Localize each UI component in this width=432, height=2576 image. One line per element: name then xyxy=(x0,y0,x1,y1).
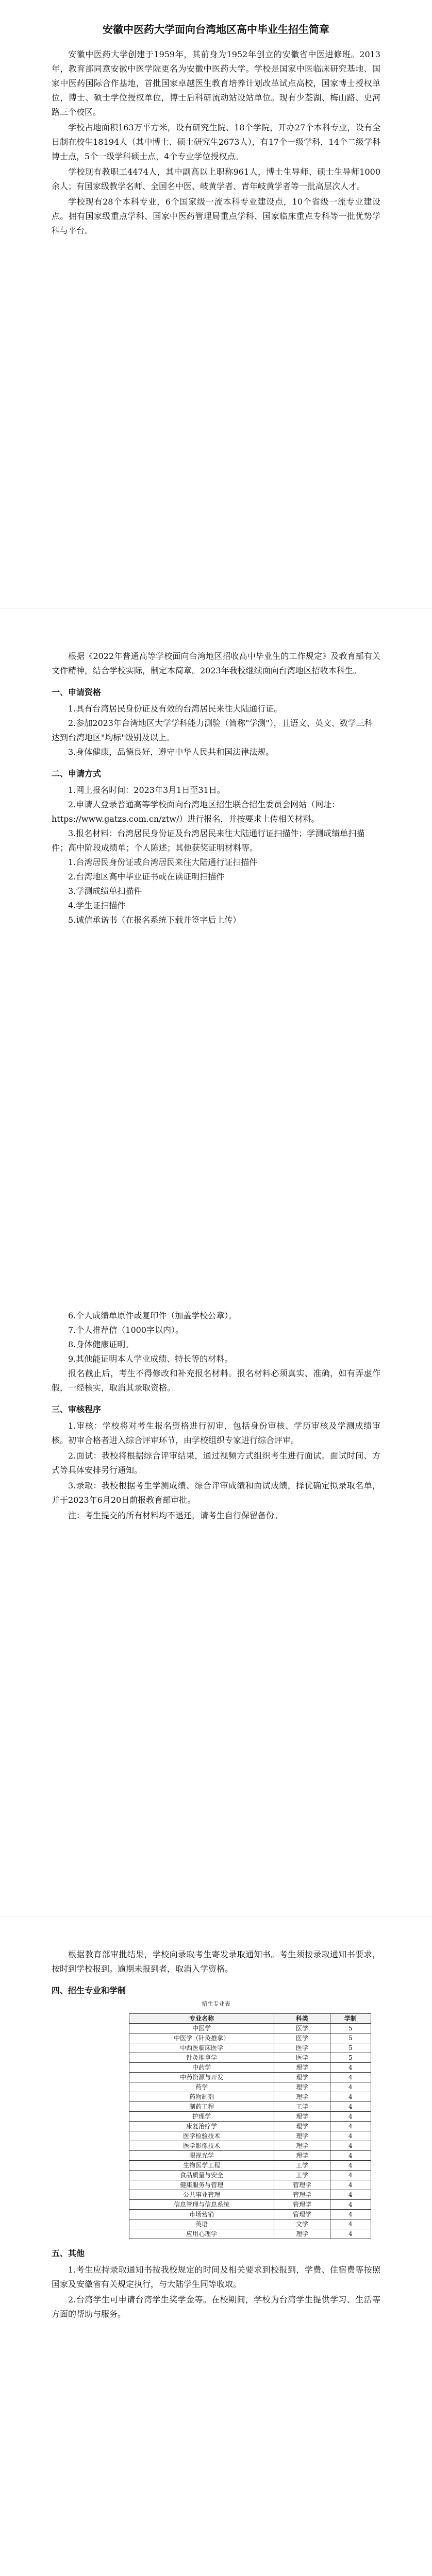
section-heading-review: 三、审核程序 xyxy=(52,1404,102,1414)
duration-cell: 4 xyxy=(330,2200,371,2210)
intro-paragraph: 安徽中医药大学创建于1959年，其前身为1952年创立的安徽省中医进修班。2013年，教育部同意安徽中医学院更名为安徽中医药大学。学校是国家中医临床研究基地、国家中医药国际合作基地，首批国家卓越医生教育培养计划改革试点高校，国家博士授权单位，博士、硕士学位授权单位，博士后科研流动站设站单位。现有少荃湖、梅山路、史河路三个校区。 xyxy=(52,49,380,117)
major-name-cell: 中药资源与开发 xyxy=(129,2073,274,2082)
table-row xyxy=(129,2180,371,2190)
intro-paragraph: 学校现有28个本科专业，6个国家级一流本科专业建设点，10个省级一流专业建设点。拥有国家级重点学科、国家中医药管理局重点学科、国家临床重点专科等一批优势学科与平台。 xyxy=(52,197,380,235)
category-cell: 理学 xyxy=(274,2151,330,2161)
major-name-cell: 医学影像技术 xyxy=(129,2141,274,2151)
section-heading-eligibility: 一、申请资格 xyxy=(52,687,102,697)
category-cell: 医学 xyxy=(274,2053,330,2063)
admission-paragraph: 根据教育部审批结果，学校向录取考生寄发录取通知书。考生须按录取通知书要求，按时到学校报到。逾期未报到者，取消入学资格。 xyxy=(52,1950,380,1974)
table-row xyxy=(129,2063,371,2073)
intro-section xyxy=(0,21,432,239)
table-row xyxy=(129,2161,371,2171)
category-cell: 文学 xyxy=(274,2219,330,2229)
duration-cell: 5 xyxy=(330,2024,371,2033)
category-cell: 理学 xyxy=(274,2092,330,2102)
table-row xyxy=(129,2210,371,2219)
eligibility-item: 3.身体健康，品德良好，遵守中华人民共和国法律法规。 xyxy=(68,747,274,757)
table-row xyxy=(129,2053,371,2063)
duration-cell: 4 xyxy=(330,2229,371,2239)
major-name-cell: 药物制剂 xyxy=(129,2092,274,2102)
table-row xyxy=(129,2073,371,2082)
category-cell: 工学 xyxy=(274,2171,330,2180)
duration-cell: 4 xyxy=(330,2131,371,2141)
category-cell: 理学 xyxy=(274,2141,330,2151)
material-item: 2.台湾地区高中毕业证书或在读证明扫描件 xyxy=(68,872,225,882)
category-cell: 理学 xyxy=(274,2131,330,2141)
table-row xyxy=(129,2200,371,2210)
category-cell: 管理学 xyxy=(274,2180,330,2190)
table-row xyxy=(129,2082,371,2092)
major-name-cell: 制药工程 xyxy=(129,2102,274,2112)
major-name-cell: 中西医临床医学 xyxy=(129,2043,274,2053)
category-cell: 工学 xyxy=(274,2161,330,2171)
category-cell: 管理学 xyxy=(274,2210,330,2219)
review-note: 注：考生提交的所有材料均不退还，请考生自行保留备份。 xyxy=(68,1511,283,1520)
major-name-cell: 眼视光学 xyxy=(129,2151,274,2161)
duration-cell: 4 xyxy=(330,2190,371,2200)
section-heading-other: 五、其他 xyxy=(52,2248,85,2258)
material-item: 6.个人成绩单原件或复印件（加盖学校公章）。 xyxy=(68,1311,237,1320)
material-item: 8.身体健康证明。 xyxy=(68,1340,134,1349)
duration-cell: 4 xyxy=(330,2180,371,2190)
table-row xyxy=(129,2131,371,2141)
major-name-cell: 医学检验技术 xyxy=(129,2131,274,2141)
table-row xyxy=(129,2219,371,2229)
duration-cell: 4 xyxy=(330,2112,371,2122)
category-cell: 工学 xyxy=(274,2102,330,2112)
table-row xyxy=(129,2151,371,2161)
duration-cell: 4 xyxy=(330,2161,371,2171)
major-name-cell: 中药学 xyxy=(129,2063,274,2073)
application-section xyxy=(0,649,432,927)
table-row xyxy=(129,2171,371,2180)
duration-cell: 4 xyxy=(330,2122,371,2131)
major-name-cell: 英语 xyxy=(129,2219,274,2229)
category-cell: 理学 xyxy=(274,2112,330,2122)
review-item: 2.面试：我校将根据综合评审结果，通过视频方式组织考生进行面试。面试时间、方式等具体安排另行通知。 xyxy=(52,1451,380,1475)
majors-section xyxy=(0,1947,432,2323)
major-name-cell: 中医学 xyxy=(129,2024,274,2033)
major-name-cell: 针灸推拿学 xyxy=(129,2053,274,2063)
apply-item: 1.网上报名时间：2023年3月1日至31日。 xyxy=(68,785,225,795)
eligibility-item: 1.具有台湾居民身份证及有效的台湾居民来往大陆通行证。 xyxy=(68,704,283,714)
major-name-cell: 康复治疗学 xyxy=(129,2122,274,2131)
category-cell: 理学 xyxy=(274,2063,330,2073)
column-header: 专业名称 xyxy=(129,2014,274,2024)
policy-paragraph: 根据《2022年普通高等学校面向台湾地区招收高中毕业生的工作规定》及教育部有关文件精神，结合学校实际，制定本简章。2023年我校继续面向台湾地区招收本科生。 xyxy=(52,651,380,675)
review-item: 3.录取：我校根据考生学测成绩、综合评审成绩和面试成绩，择优确定拟录取名单，并于2023年6月20日前报教育部审批。 xyxy=(52,1481,380,1505)
table-caption: 招生专业表 xyxy=(202,2001,230,2007)
duration-cell: 4 xyxy=(330,2092,371,2102)
section-heading-apply: 二、申请方式 xyxy=(52,769,102,778)
category-cell: 理学 xyxy=(274,2122,330,2131)
major-name-cell: 信息管理与信息系统 xyxy=(129,2200,274,2210)
duration-cell: 5 xyxy=(330,2053,371,2063)
material-item: 3.学测成绩单扫描件 xyxy=(68,886,142,896)
duration-cell: 4 xyxy=(330,2102,371,2112)
category-cell: 理学 xyxy=(274,2073,330,2082)
duration-cell: 4 xyxy=(330,2073,371,2082)
duration-cell: 5 xyxy=(330,2043,371,2053)
table-row xyxy=(129,2190,371,2200)
duration-cell: 4 xyxy=(330,2141,371,2151)
document-title: 安徽中医药大学面向台湾地区高中毕业生招生简章 xyxy=(103,23,329,36)
material-item: 5.诚信承诺书（在报名系统下载并签字后上传） xyxy=(68,915,241,925)
table-row xyxy=(129,2112,371,2122)
majors-table xyxy=(129,2013,371,2239)
table-row xyxy=(129,2141,371,2151)
duration-cell: 4 xyxy=(330,2171,371,2180)
material-item: 1.台湾居民身份证或台湾居民来往大陆通行证扫描件 xyxy=(68,857,258,867)
major-name-cell: 公共事业管理 xyxy=(129,2190,274,2200)
category-cell: 医学 xyxy=(274,2024,330,2033)
material-item: 7.个人推荐信（1000字以内）。 xyxy=(68,1325,184,1335)
column-header: 科类 xyxy=(274,2014,330,2024)
category-cell: 医学 xyxy=(274,2043,330,2053)
majors-table-body xyxy=(129,2024,371,2239)
duration-cell: 4 xyxy=(330,2063,371,2073)
major-name-cell: 食品质量与安全 xyxy=(129,2171,274,2180)
table-row xyxy=(129,2229,371,2239)
duration-cell: 4 xyxy=(330,2210,371,2219)
major-name-cell: 药学 xyxy=(129,2082,274,2092)
category-cell: 管理学 xyxy=(274,2200,330,2210)
table-row xyxy=(129,2092,371,2102)
duration-cell: 4 xyxy=(330,2151,371,2161)
material-item: 4.学生证扫描件 xyxy=(68,901,126,910)
duration-cell: 5 xyxy=(330,2033,371,2043)
duration-cell: 4 xyxy=(330,2082,371,2092)
apply-item: 2.申请人登录普通高等学校面向台湾地区招生联合招生委员会网站（网址：https://www.gatzs.com.cn/ztw/）进行报名，并按要求上传相关材料。 xyxy=(52,800,340,824)
review-item: 1.审核：学校将对考生报名资格进行初审，包括身份审核、学历审核及学测成绩审核。初审合格者进入综合评审环节，由学校组织专家进行综合评审。 xyxy=(52,1421,380,1445)
table-row xyxy=(129,2024,371,2033)
major-name-cell: 生物医学工程 xyxy=(129,2161,274,2171)
table-row xyxy=(129,2043,371,2053)
category-cell: 管理学 xyxy=(274,2190,330,2200)
apply-item: 3.报名材料：台湾居民身份证及台湾居民来往大陆通行证扫描件；学测成绩单扫描件；高中阶段成绩单；个人陈述；其他获奖证明材料等。 xyxy=(52,828,365,853)
other-item: 2.台湾学生可申请台湾学生奖学金等。在校期间，学校为台湾学生提供学习、生活等方面的帮助与服务。 xyxy=(52,2295,380,2319)
category-cell: 医学 xyxy=(274,2033,330,2043)
table-row xyxy=(129,2122,371,2131)
category-cell: 理学 xyxy=(274,2229,330,2239)
table-row xyxy=(129,2102,371,2112)
eligibility-item: 2.参加2023年台湾地区大学学科能力测验（简称"学测"），且语文、英文、数学三科达到台湾地区"均标"级别及以上。 xyxy=(52,718,373,742)
major-name-cell: 应用心理学 xyxy=(129,2229,274,2239)
intro-paragraph: 学校占地面积163万平方米，设有研究生院、18个学院，开办27个本科专业，设有全日制在校生18194人（其中博士、硕士研究生2673人），有17个一级学科，14个二级学科博士点，5个一级学科硕士点，4个专业学位授权点。 xyxy=(52,123,380,161)
material-item: 9.其他能证明本人学业成绩、特长等的材料。 xyxy=(68,1354,233,1364)
duration-cell: 4 xyxy=(330,2219,371,2229)
category-cell: 理学 xyxy=(274,2082,330,2092)
major-name-cell: 市场营销 xyxy=(129,2210,274,2219)
table-row xyxy=(129,2033,371,2043)
major-name-cell: 护理学 xyxy=(129,2112,274,2122)
other-item: 1.考生应持录取通知书按我校规定的时间及相关要求到校报到，学费、住宿费等按照国家及安徽省有关规定执行，与大陆学生同等收取。 xyxy=(52,2265,380,2289)
major-name-cell: 中医学（针灸推拿） xyxy=(129,2033,274,2043)
column-header: 学制 xyxy=(330,2014,371,2024)
review-section xyxy=(0,1309,432,1524)
table-header-row xyxy=(129,2014,371,2024)
section-heading-majors: 四、招生专业和学制 xyxy=(52,1986,126,1995)
material-note: 报名截止后，考生不得修改和补充报名材料。报名材料必须真实、准确，如有弄虚作假，一经核实，取消其录取资格。 xyxy=(52,1368,380,1393)
major-name-cell: 健康服务与管理 xyxy=(129,2180,274,2190)
intro-paragraph: 学校现有教职工4474人，其中副高以上职称961人，博士生导师、硕士生导师1000余人；有国家级教学名师、全国名中医、岐黄学者、青年岐黄学者等一批高层次人才。 xyxy=(52,167,380,191)
